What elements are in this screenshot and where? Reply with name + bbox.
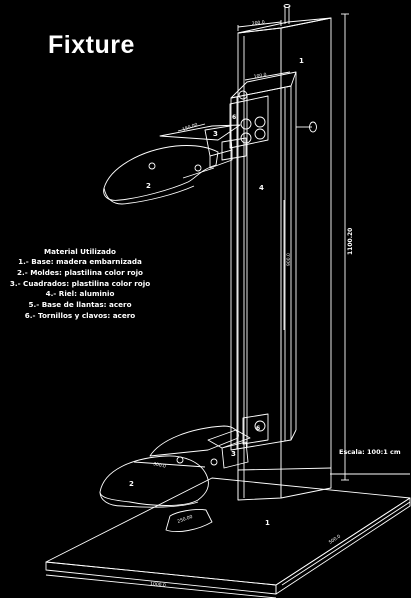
dim-upper-arm: 150.00: [181, 122, 199, 133]
dim-post-width: 200.0: [251, 20, 266, 27]
label-upper-square: 3: [213, 130, 218, 138]
materials-list: [0, 257, 160, 322]
scale-note: Escala: 100:1 cm: [339, 448, 401, 456]
material-item: 3.- Cuadrados: plastilina color rojo: [9, 278, 151, 288]
material-item: 2.- Moldes: plastilina color rojo: [16, 267, 143, 277]
page-title: Fixture: [48, 31, 135, 59]
label-wheel-upper: 6: [232, 114, 237, 121]
label-lower-square: 3: [231, 450, 236, 458]
dim-base-width: 500.0: [328, 534, 342, 546]
dim-lower-mold-width: 250.00: [176, 514, 194, 525]
material-item: 6.- Tornillos y clavos: acero: [24, 310, 136, 320]
label-base: 1: [265, 519, 270, 527]
label-lower-mold: 2: [129, 480, 134, 488]
material-item: 4.- Riel: aluminio: [45, 289, 115, 299]
dim-rail-length: 900.0: [287, 253, 292, 266]
label-post: 1: [299, 57, 304, 65]
label-wheel-lower: 6: [256, 425, 261, 432]
dim-lower-mold-length: 300.0: [152, 462, 167, 470]
dim-rail-width: 100.0: [253, 72, 268, 80]
dim-base-length: 1000.0: [149, 582, 166, 589]
material-item: 5.- Base de llantas: acero: [28, 300, 132, 310]
vertical-post: [238, 18, 331, 500]
upper-mold: [104, 145, 218, 204]
rail-width-dimension: [245, 72, 290, 80]
top-pin: [284, 5, 290, 25]
label-upper-mold: 2: [146, 182, 151, 190]
material-item: 1.- Base: madera embarnizada: [18, 257, 142, 266]
side-screw: [296, 122, 317, 132]
label-rail: 4: [259, 184, 264, 192]
dim-total-height: 1100.20: [347, 227, 354, 255]
materials-heading: Material Utilizado: [44, 247, 116, 256]
